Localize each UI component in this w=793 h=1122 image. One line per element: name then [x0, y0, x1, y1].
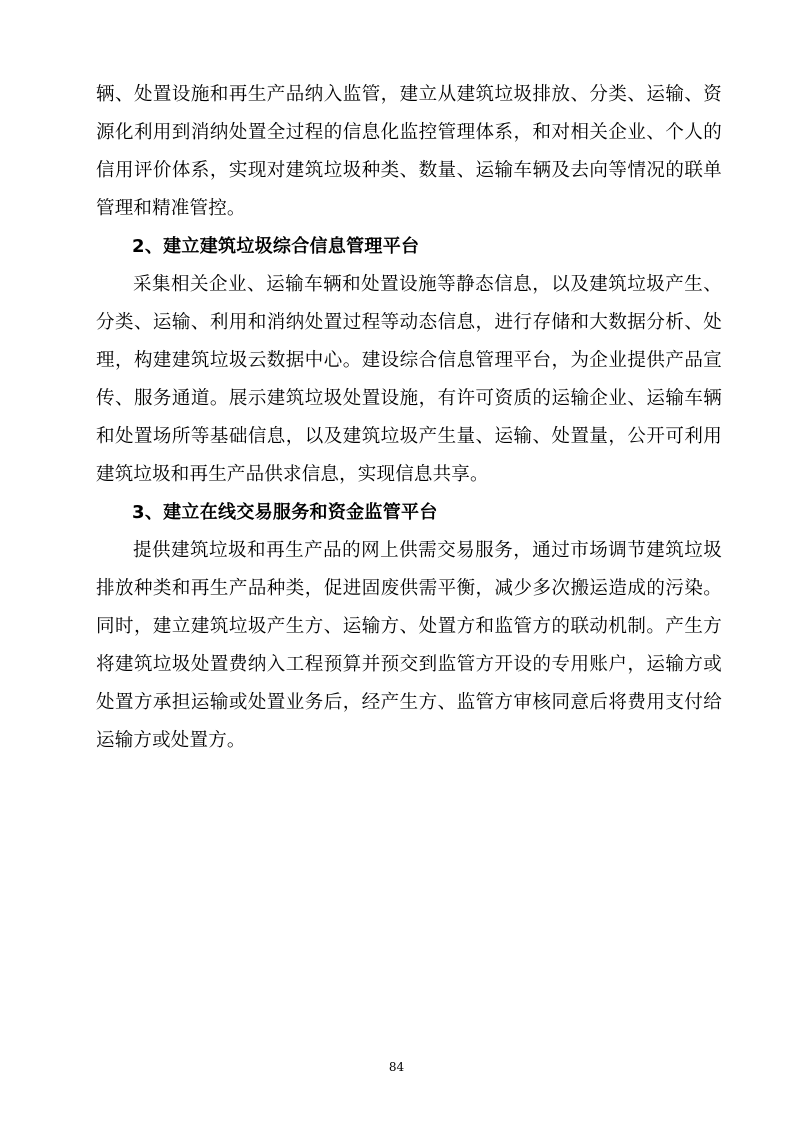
page-content [96, 76, 722, 760]
page-number: 84 [388, 1060, 405, 1074]
paragraph-continuation: 辆、处置设施和再生产品纳入监管，建立从建筑垃圾排放、分类、运输、资源化利用到消纳处置全过程的信息化监控管理体系，和对相关企业、个人的信用评价体系，实现对建筑垃圾种类、数量、运输车辆及去向等情况的联单管理和精准管控。 [96, 84, 722, 219]
paragraph-trading-platform: 提供建筑垃圾和再生产品的网上供需交易服务，通过市场调节建筑垃圾排放种类和再生产品种类，促进固废供需平衡，减少多次搬运造成的污染。同时，建立建筑垃圾产生方、运输方、处置方和监管方的联动机制。产生方将建筑垃圾处置费纳入工程预算并预交到监管方开设的专用账户，运输方或处置方承担运输或处置业务后，经产生方、监管方审核同意后将费用支付给运输方或处置方。 [96, 540, 722, 751]
section-heading-2: 2、建立建筑垃圾综合信息管理平台 [132, 236, 420, 257]
paragraph-info-platform: 采集相关企业、运输车辆和处置设施等静态信息，以及建筑垃圾产生、分类、运输、利用和消纳处置过程等动态信息，进行存储和大数据分析、处理，构建建筑垃圾云数据中心。建设综合信息管理平台，为企业提供产品宣传、服务通道。展示建筑垃圾处置设施，有许可资质的运输企业、运输车辆和处置场所等基础信息，以及建筑垃圾产生量、运输、处置量，公开可利用建筑垃圾和再生产品供求信息，实现信息共享。 [96, 274, 722, 485]
section-heading-3: 3、建立在线交易服务和资金监管平台 [132, 502, 438, 523]
